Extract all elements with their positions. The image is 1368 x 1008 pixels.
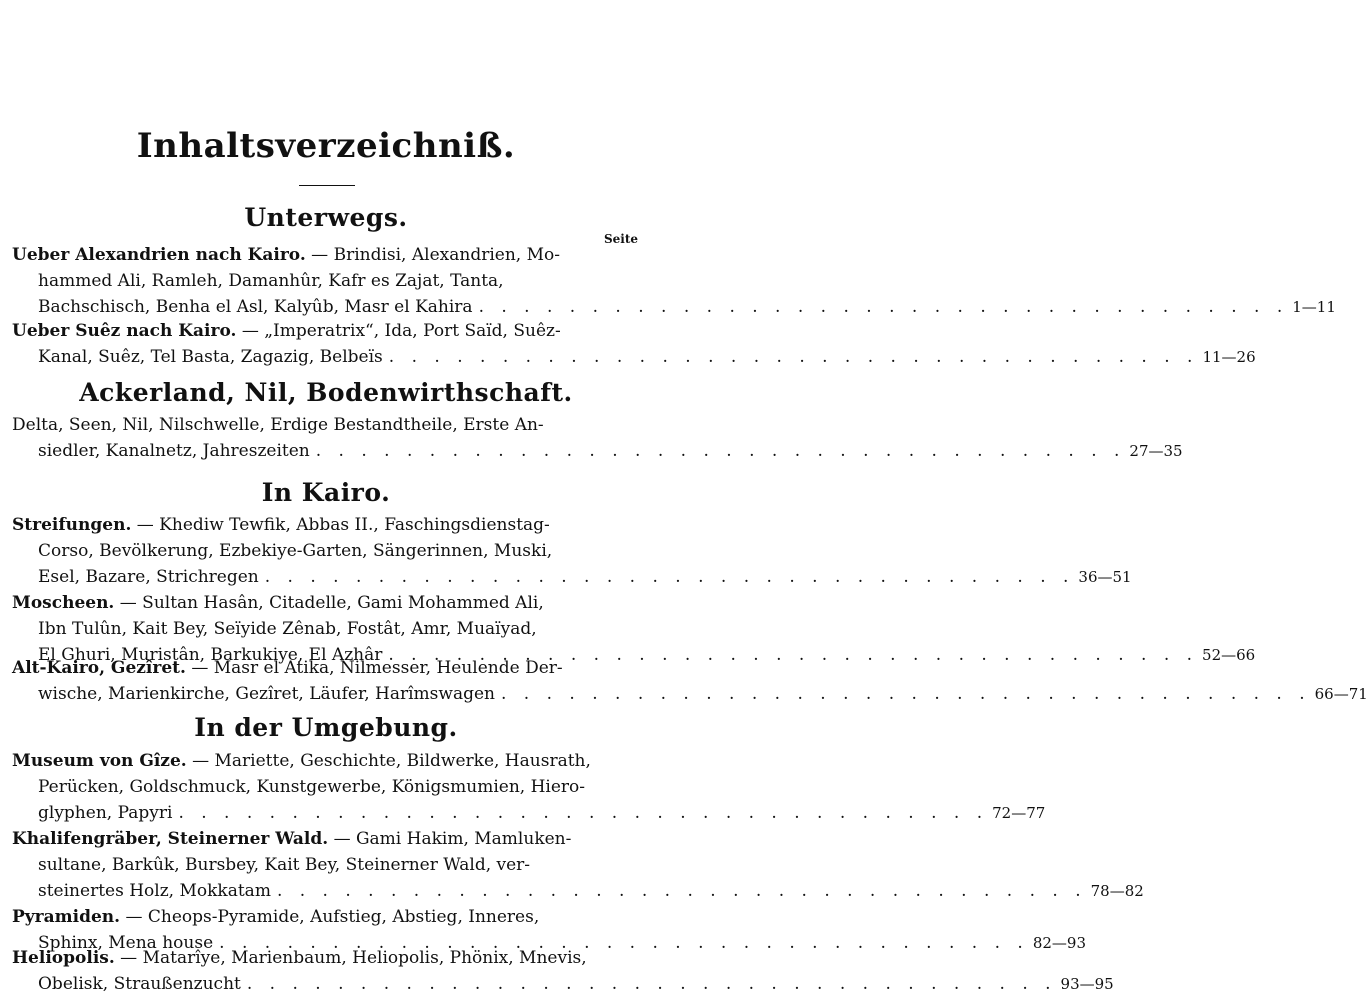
dot-leader: . . . . . . . . . . . . . . . . . . . . . . . . . . . . . . . . . . . . xyxy=(264,567,1075,587)
entry-text xyxy=(38,971,247,997)
dot-leader: . . . . . . . . . . . . . . . . . . . . . . . . . . . . . . . . . . . . xyxy=(478,297,1289,317)
entry-topics: Kanal, Suêz, Tel Basta, Zagazig, Belbeïs xyxy=(38,347,383,367)
entry-title: Khalifengräber, Steinerner Wald. xyxy=(12,829,329,849)
entry-text xyxy=(38,344,389,370)
dot-leader: . . . . . . . . . . . . . . . . . . . . . . . . . . . . . . . . . . . . xyxy=(315,441,1126,461)
section-heading: Unterwegs. xyxy=(244,203,408,232)
page-range: 27—35 xyxy=(1129,442,1183,460)
toc-entry-line xyxy=(12,512,634,538)
page-range: 82—93 xyxy=(1032,934,1086,952)
entry-text xyxy=(38,294,479,320)
toc-entry xyxy=(12,826,1144,904)
entry-text xyxy=(38,564,265,590)
entry-text xyxy=(12,515,550,535)
entry-text xyxy=(12,751,591,771)
entry-topics: Bachschisch, Benha el Asl, Kalyûb, Masr el Kahira xyxy=(38,297,473,317)
page-range: 72—77 xyxy=(992,804,1046,822)
entry-topics: — Khediw Tewfik, Abbas II., Faschingsdienstag- xyxy=(136,515,550,535)
entry-topics: hammed Ali, Ramleh, Damanhûr, Kafr es Zajat, Tanta, xyxy=(38,271,504,291)
entry-title: Moscheen. xyxy=(12,593,115,613)
dot-leader: . . . . . . . . . . . . . . . . . . . . . . . . . . . . . . . . . . . . xyxy=(246,974,1057,994)
dot-leader: . . . . . . . . . . . . . . . . . . . . . . . . . . . . . . . . . . . . xyxy=(219,933,1029,953)
toc-entry-line xyxy=(12,438,1183,464)
page-range: 1—11 xyxy=(1292,298,1336,316)
page-range: 36—51 xyxy=(1078,568,1132,586)
section-heading: In der Umgebung. xyxy=(194,713,458,742)
entry-topics: Ibn Tulûn, Kait Bey, Seïyide Zênab, Fostât, Amr, Muaïyad, xyxy=(38,619,537,639)
entry-topics: Delta, Seen, Nil, Nilschwelle, Erdige Bestandtheile, Erste An- xyxy=(12,415,544,435)
toc-entry-line xyxy=(12,318,634,344)
toc-entry-line xyxy=(12,774,634,800)
entry-text xyxy=(38,800,178,826)
dot-leader: . . . . . . . . . . . . . . . . . . . . . . . . . . . . . . . . . . . . xyxy=(500,684,1311,704)
entry-text xyxy=(12,415,544,435)
toc-entry xyxy=(12,318,1256,370)
title-divider xyxy=(299,185,355,186)
entry-text xyxy=(38,681,501,707)
entry-topics: — Cheops-Pyramide, Aufstieg, Abstieg, Inneres, xyxy=(125,907,540,927)
entry-text xyxy=(38,855,530,875)
toc-entry-line xyxy=(12,294,1336,320)
entry-text xyxy=(12,321,561,341)
toc-entry xyxy=(12,748,1046,826)
entry-topics: glyphen, Papyri xyxy=(38,803,173,823)
page-title: Inhaltsverzeichniß. xyxy=(136,126,516,166)
dot-leader: . . . . . . . . . . . . . . . . . . . . . . . . . . . . . . . . . . . . xyxy=(178,803,989,823)
entry-topics: — Mariette, Geschichte, Bildwerke, Hausrath, xyxy=(192,751,591,771)
entry-text xyxy=(12,907,539,927)
entry-text xyxy=(12,593,544,613)
toc-entry-line xyxy=(12,242,634,268)
toc-entry-line xyxy=(12,852,634,878)
entry-topics: — Brindisi, Alexandrien, Mo- xyxy=(311,245,560,265)
toc-entry-line xyxy=(12,681,1368,707)
dot-leader: . . . . . . . . . . . . . . . . . . . . . . . . . . . . . . . . . . . . xyxy=(388,347,1199,367)
page-range: 52—66 xyxy=(1202,646,1256,664)
entry-topics: Corso, Bevölkerung, Ezbekiye-Garten, Sängerinnen, Muski, xyxy=(38,541,553,561)
entry-text xyxy=(38,438,316,464)
entry-title: Heliopolis. xyxy=(12,948,115,968)
entry-topics: sultane, Barkûk, Bursbey, Kait Bey, Steinerner Wald, ver- xyxy=(38,855,531,875)
entry-topics: — „Imperatrix“, Ida, Port Saïd, Suêz- xyxy=(241,321,561,341)
entry-topics: Sphinx, Mena house xyxy=(38,933,214,953)
entry-topics: — Matarîye, Marienbaum, Heliopolis, Phönix, Mnevis, xyxy=(120,948,587,968)
entry-text xyxy=(38,271,504,291)
entry-topics: — Sultan Hasân, Citadelle, Gami Mohammed Ali, xyxy=(119,593,544,613)
toc-entry-line xyxy=(12,268,634,294)
entry-title: Museum von Gîze. xyxy=(12,751,187,771)
entry-topics: — Masr el Atika, Nilmesser, Heulende Der- xyxy=(191,658,563,678)
toc-entry-line xyxy=(12,748,634,774)
entry-text xyxy=(38,541,552,561)
section-heading: Ackerland, Nil, Bodenwirthschaft. xyxy=(79,378,573,407)
toc-entry xyxy=(12,512,1132,590)
page-range: 93—95 xyxy=(1060,975,1114,993)
toc-entry-line xyxy=(12,590,634,616)
entry-title: Alt-Kairo, Gezîret. xyxy=(12,658,186,678)
dot-leader: . . . . . . . . . . . . . . . . . . . . . . . . . . . . . . . . . . . . xyxy=(388,645,1199,665)
entry-text xyxy=(38,619,537,639)
entry-topics: Perücken, Goldschmuck, Kunstgewerbe, Königsmumien, Hiero- xyxy=(38,777,586,797)
entry-text xyxy=(38,878,277,904)
entry-topics: siedler, Kanalnetz, Jahreszeiten xyxy=(38,441,310,461)
entry-topics: Esel, Bazare, Strichregen xyxy=(38,567,259,587)
entry-text xyxy=(12,245,560,265)
toc-entry-line xyxy=(12,616,634,642)
toc-entry-line xyxy=(12,826,634,852)
toc-entry xyxy=(12,412,1183,464)
entry-topics: wische, Marienkirche, Gezîret, Läufer, Harîmswagen xyxy=(38,684,495,704)
entry-topics: El Ghuri, Muristân, Barkukiye, El Azhâr xyxy=(38,645,383,665)
entry-text xyxy=(12,948,587,968)
toc-entry-line xyxy=(12,800,1046,826)
entry-text xyxy=(12,658,563,678)
toc-entry-line xyxy=(12,412,634,438)
toc-entry-line xyxy=(12,945,634,971)
toc-entry-line xyxy=(12,878,1144,904)
entry-title: Streifungen. xyxy=(12,515,132,535)
entry-text xyxy=(12,829,571,849)
page-range: 66—71 xyxy=(1314,685,1368,703)
entry-title: Ueber Suêz nach Kairo. xyxy=(12,321,237,341)
toc-entry xyxy=(12,242,1336,320)
toc-entry-line xyxy=(12,538,634,564)
entry-topics: — Gami Hakim, Mamluken- xyxy=(333,829,572,849)
toc-entry-line xyxy=(12,564,1132,590)
section-heading: In Kairo. xyxy=(261,478,391,507)
page-range: 78—82 xyxy=(1090,882,1144,900)
entry-topics: Obelisk, Straußenzucht xyxy=(38,974,241,994)
toc-entry-line xyxy=(12,971,1114,997)
page-column-label: Seite xyxy=(603,232,638,246)
toc-entry xyxy=(12,945,1114,997)
dot-leader: . . . . . . . . . . . . . . . . . . . . . . . . . . . . . . . . . . . . xyxy=(276,881,1087,901)
entry-title: Pyramiden. xyxy=(12,907,121,927)
entry-topics: steinertes Holz, Mokkatam xyxy=(38,881,271,901)
entry-text xyxy=(38,777,585,797)
entry-title: Ueber Alexandrien nach Kairo. xyxy=(12,245,306,265)
toc-entry-line xyxy=(12,904,634,930)
page-range: 11—26 xyxy=(1202,348,1256,366)
toc-entry-line xyxy=(12,344,1256,370)
toc-entry-line xyxy=(12,655,634,681)
